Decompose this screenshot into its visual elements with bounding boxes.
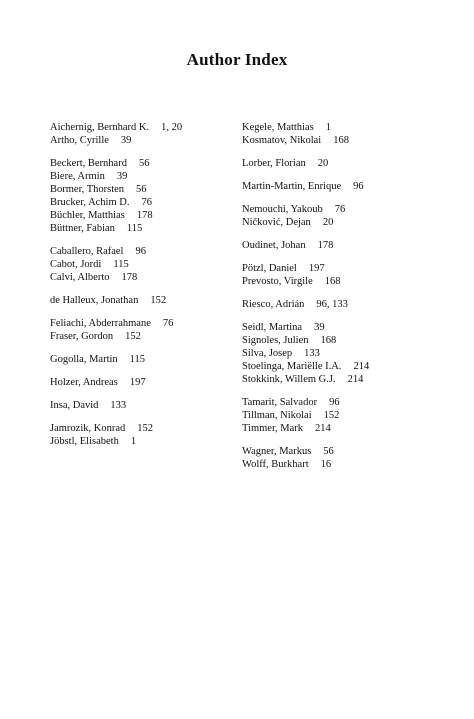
index-entry [50, 170, 240, 183]
index-entry [242, 203, 432, 216]
index-entry [242, 334, 432, 347]
page-numbers: 96 [329, 397, 340, 408]
index-entry [50, 121, 240, 134]
page-numbers: 1, 20 [161, 122, 183, 133]
index-entry [50, 271, 240, 284]
index-entry [242, 409, 432, 422]
index-letter-group [242, 321, 432, 386]
author-name: Caballero, Rafael [50, 246, 124, 257]
index-letter-group [242, 298, 432, 311]
index-entry [242, 239, 432, 252]
index-entry [242, 321, 432, 334]
index-entry [242, 180, 432, 193]
author-name: Prevosto, Virgile [242, 276, 313, 287]
index-entry [50, 422, 240, 435]
page-numbers: 178 [317, 240, 334, 251]
index-entry [50, 435, 240, 448]
index-entry [242, 396, 432, 409]
index-entry [50, 258, 240, 271]
page-numbers: 178 [121, 272, 138, 283]
page-numbers: 1 [325, 122, 331, 133]
index-entry [242, 275, 432, 288]
index-letter-group [50, 422, 240, 448]
index-entry [50, 134, 240, 147]
author-name: Wagner, Markus [242, 446, 312, 457]
author-name: Martin-Martin, Enrique [242, 181, 342, 192]
index-letter-group [50, 353, 240, 366]
index-column-left [50, 121, 240, 458]
index-letter-group [50, 317, 240, 343]
page-numbers: 20 [317, 158, 329, 169]
author-name: Artho, Cyrille [50, 135, 109, 146]
index-entry [242, 445, 432, 458]
author-name: Wolff, Burkhart [242, 459, 309, 470]
index-letter-group [50, 245, 240, 284]
index-letter-group [50, 376, 240, 389]
index-entry [50, 330, 240, 343]
author-name: Ničković, Dejan [242, 217, 311, 228]
page-numbers: 152 [137, 423, 153, 434]
page-numbers: 214 [353, 361, 370, 372]
index-entry [242, 216, 432, 229]
index-letter-group [50, 157, 240, 235]
index-entry [242, 458, 432, 471]
index-entry [50, 353, 240, 366]
page-numbers: 39 [116, 171, 128, 182]
page-numbers: 168 [333, 135, 349, 146]
author-name: de Halleux, Jonathan [50, 295, 139, 306]
author-name: Holzer, Andreas [50, 377, 118, 388]
index-entry [50, 222, 240, 235]
author-name: Büchler, Matthias [50, 210, 125, 221]
page-numbers: 115 [113, 259, 129, 270]
author-name: Cabot, Jordi [50, 259, 102, 270]
page-numbers: 96 [353, 181, 364, 192]
author-name: Brucker, Achim D. [50, 197, 130, 208]
index-entry [50, 294, 240, 307]
index-entry [242, 262, 432, 275]
index-letter-group [242, 203, 432, 229]
page-numbers: 197 [308, 263, 325, 274]
page-numbers: 133 [110, 400, 127, 411]
index-entry [50, 376, 240, 389]
index-column-right [242, 121, 432, 481]
index-letter-group [50, 294, 240, 307]
page-title: Author Index [186, 50, 288, 69]
index-letter-group [242, 445, 432, 471]
page-numbers: 56 [138, 158, 150, 169]
author-name: Seidl, Martina [242, 322, 303, 333]
index-letter-group [242, 121, 432, 147]
index-letter-group [242, 239, 432, 252]
page-numbers: 178 [136, 210, 153, 221]
author-name: Jamrozik, Konrad [50, 423, 126, 434]
page-numbers: 133 [304, 348, 320, 359]
index-entry [50, 196, 240, 209]
page-numbers: 115 [129, 354, 146, 365]
page-numbers: 16 [320, 459, 332, 470]
index-entry [242, 347, 432, 360]
author-name: Feliachi, Abderrahmane [50, 318, 151, 329]
author-name: Gogolla, Martin [50, 354, 118, 365]
page-numbers: 96 [135, 246, 146, 257]
index-entry [242, 157, 432, 170]
page-numbers: 168 [324, 276, 341, 287]
index-entry [242, 134, 432, 147]
index-letter-group [50, 121, 240, 147]
author-name: Stoelinga, Mariëlle I.A. [242, 361, 342, 372]
index-letter-group [242, 157, 432, 170]
author-name: Insa, David [50, 400, 99, 411]
page-numbers: 96, 133 [316, 299, 348, 310]
author-name: Oudinet, Johan [242, 240, 306, 251]
author-name: Timmer, Mark [242, 423, 304, 434]
page-numbers: 56 [323, 446, 334, 457]
index-entry [50, 209, 240, 222]
page-numbers: 152 [125, 331, 141, 342]
index-entry [242, 298, 432, 311]
index-entry [50, 399, 240, 412]
author-name: Fraser, Gordon [50, 331, 114, 342]
page-numbers: 214 [315, 423, 331, 434]
author-name: Bormer, Thorsten [50, 184, 125, 195]
index-entry [242, 373, 432, 386]
index-letter-group [50, 399, 240, 412]
page-numbers: 152 [150, 295, 167, 306]
index-entry [242, 360, 432, 373]
page-numbers: 1 [130, 436, 137, 447]
page-numbers: 76 [162, 318, 174, 329]
index-entry [242, 422, 432, 435]
author-name: Beckert, Bernhard [50, 158, 127, 169]
author-name: Stokkink, Willem G.J. [242, 374, 336, 385]
page-numbers: 39 [120, 135, 132, 146]
index-entry [50, 183, 240, 196]
author-name: Silva, Josep [242, 348, 293, 359]
author-name: Kegele, Matthias [242, 122, 314, 133]
page-numbers: 214 [347, 374, 364, 385]
page-numbers: 197 [129, 377, 146, 388]
author-name: Riesco, Adrián [242, 299, 305, 310]
index-letter-group [242, 180, 432, 193]
author-name: Signoles, Julien [242, 335, 309, 346]
author-name: Tillman, Nikolai [242, 410, 312, 421]
author-name: Pötzl, Daniel [242, 263, 297, 274]
page-numbers: 76 [334, 204, 346, 215]
page-numbers: 56 [136, 184, 147, 195]
index-letter-group [242, 262, 432, 288]
author-name: Kosmatov, Nikolai [242, 135, 322, 146]
author-name: Jöbstl, Elisabeth [50, 436, 119, 447]
page-numbers: 39 [314, 322, 325, 333]
page-numbers: 20 [322, 217, 334, 228]
page-numbers: 76 [141, 197, 152, 208]
author-name: Büttner, Fabian [50, 223, 115, 234]
index-entry [50, 245, 240, 258]
index-entry [242, 121, 432, 134]
page-numbers: 115 [126, 223, 143, 234]
author-name: Aichernig, Bernhard K. [50, 122, 150, 133]
author-name: Calvi, Alberto [50, 272, 110, 283]
author-name: Lorber, Florian [242, 158, 306, 169]
index-entry [50, 157, 240, 170]
author-name: Biere, Armin [50, 171, 105, 182]
author-name: Tamarit, Salvador [242, 397, 318, 408]
index-letter-group [242, 396, 432, 435]
author-name: Nemouchi, Yakoub [242, 204, 323, 215]
page-numbers: 152 [323, 410, 340, 421]
page-numbers: 168 [320, 335, 337, 346]
index-entry [50, 317, 240, 330]
